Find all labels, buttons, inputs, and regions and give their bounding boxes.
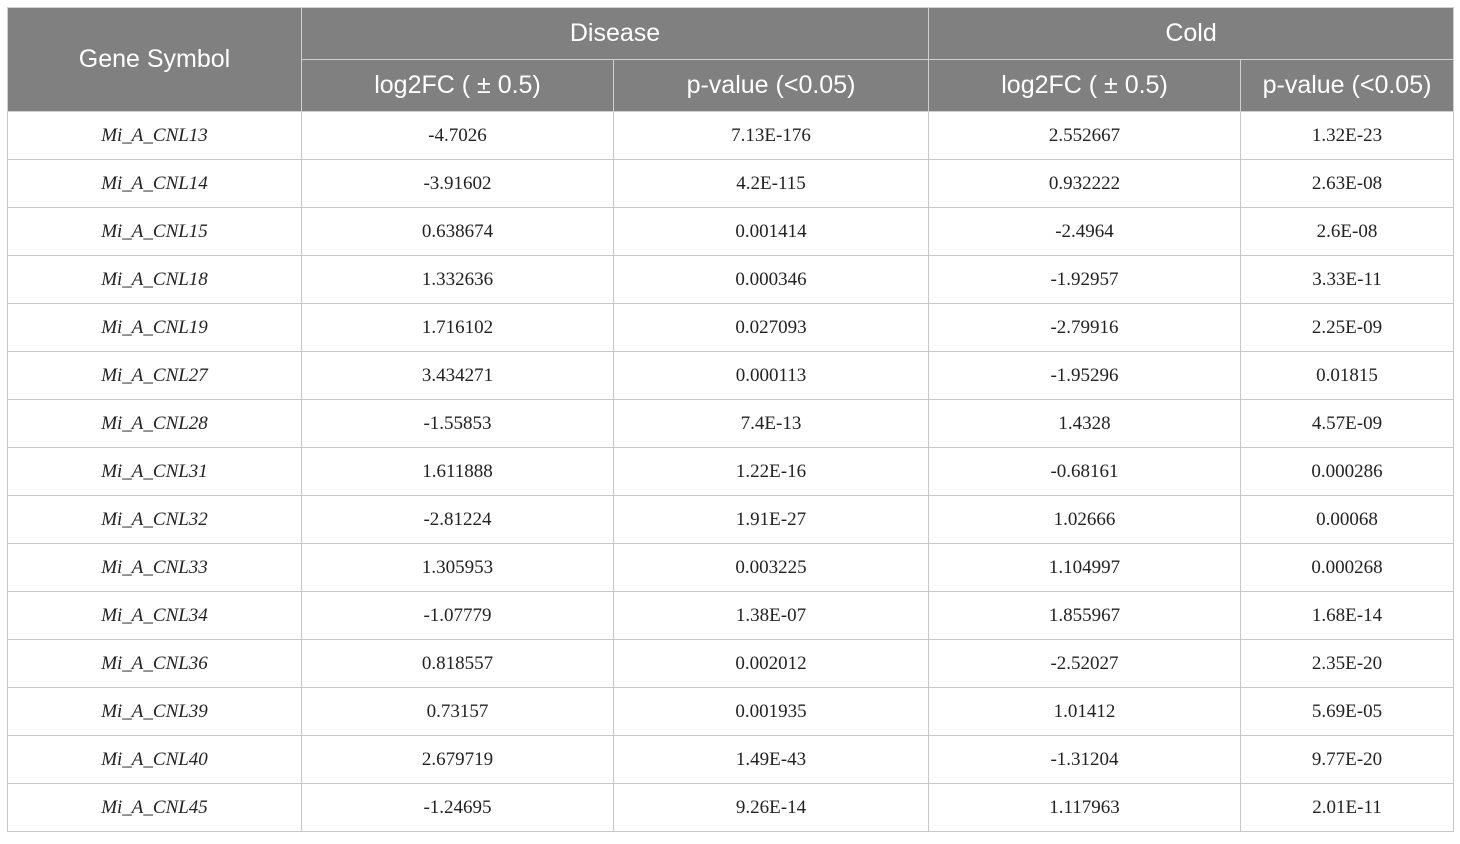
cell-disease-pvalue: 1.38E-07 <box>614 592 929 640</box>
cell-gene-symbol: Mi_A_CNL13 <box>8 112 302 160</box>
cell-disease-pvalue: 1.22E-16 <box>614 448 929 496</box>
table-row <box>8 496 1454 544</box>
cell-cold-log2fc: -1.31204 <box>929 736 1241 784</box>
cell-cold-log2fc: -2.52027 <box>929 640 1241 688</box>
cell-cold-log2fc: -1.95296 <box>929 352 1241 400</box>
header-disease-pvalue: p-value (<0.05) <box>614 60 929 112</box>
cell-disease-log2fc: 1.332636 <box>302 256 614 304</box>
table-row <box>8 736 1454 784</box>
cell-cold-pvalue: 2.6E-08 <box>1241 208 1454 256</box>
cell-cold-log2fc: -2.79916 <box>929 304 1241 352</box>
table-row <box>8 160 1454 208</box>
cell-disease-pvalue: 0.003225 <box>614 544 929 592</box>
cell-gene-symbol: Mi_A_CNL33 <box>8 544 302 592</box>
cell-gene-symbol: Mi_A_CNL45 <box>8 784 302 832</box>
cell-cold-log2fc: 2.552667 <box>929 112 1241 160</box>
cell-gene-symbol: Mi_A_CNL14 <box>8 160 302 208</box>
table-body <box>8 112 1454 832</box>
table-row <box>8 448 1454 496</box>
cell-cold-pvalue: 9.77E-20 <box>1241 736 1454 784</box>
cell-cold-pvalue: 0.00068 <box>1241 496 1454 544</box>
header-group-disease: Disease <box>302 8 929 60</box>
cell-cold-pvalue: 0.000286 <box>1241 448 1454 496</box>
cell-cold-log2fc: 1.104997 <box>929 544 1241 592</box>
cell-disease-log2fc: -2.81224 <box>302 496 614 544</box>
cell-disease-log2fc: 0.73157 <box>302 688 614 736</box>
table-row <box>8 208 1454 256</box>
cell-cold-log2fc: -2.4964 <box>929 208 1241 256</box>
cell-gene-symbol: Mi_A_CNL28 <box>8 400 302 448</box>
cell-gene-symbol: Mi_A_CNL27 <box>8 352 302 400</box>
table-row <box>8 112 1454 160</box>
cell-cold-log2fc: -0.68161 <box>929 448 1241 496</box>
cell-cold-pvalue: 1.32E-23 <box>1241 112 1454 160</box>
cell-cold-pvalue: 0.000268 <box>1241 544 1454 592</box>
cell-gene-symbol: Mi_A_CNL18 <box>8 256 302 304</box>
cell-disease-pvalue: 4.2E-115 <box>614 160 929 208</box>
cell-cold-pvalue: 2.63E-08 <box>1241 160 1454 208</box>
cell-gene-symbol: Mi_A_CNL36 <box>8 640 302 688</box>
header-group-cold: Cold <box>929 8 1454 60</box>
cell-disease-pvalue: 0.001414 <box>614 208 929 256</box>
header-cold-pvalue: p-value (<0.05) <box>1241 60 1454 112</box>
table-row <box>8 352 1454 400</box>
cell-disease-pvalue: 0.000113 <box>614 352 929 400</box>
cell-disease-pvalue: 1.49E-43 <box>614 736 929 784</box>
cell-disease-pvalue: 7.13E-176 <box>614 112 929 160</box>
header-cold-log2fc: log2FC ( ± 0.5) <box>929 60 1241 112</box>
cell-gene-symbol: Mi_A_CNL39 <box>8 688 302 736</box>
cell-disease-pvalue: 0.027093 <box>614 304 929 352</box>
cell-disease-log2fc: 1.716102 <box>302 304 614 352</box>
cell-disease-log2fc: 2.679719 <box>302 736 614 784</box>
cell-cold-pvalue: 1.68E-14 <box>1241 592 1454 640</box>
cell-disease-log2fc: 3.434271 <box>302 352 614 400</box>
header-gene-symbol: Gene Symbol <box>8 8 302 112</box>
table-row <box>8 544 1454 592</box>
table-row <box>8 400 1454 448</box>
cell-disease-log2fc: -4.7026 <box>302 112 614 160</box>
cell-disease-pvalue: 1.91E-27 <box>614 496 929 544</box>
cell-gene-symbol: Mi_A_CNL31 <box>8 448 302 496</box>
cell-cold-log2fc: 1.02666 <box>929 496 1241 544</box>
table-row <box>8 640 1454 688</box>
table-header <box>8 8 1454 112</box>
cell-cold-log2fc: -1.92957 <box>929 256 1241 304</box>
cell-disease-pvalue: 7.4E-13 <box>614 400 929 448</box>
cell-disease-pvalue: 0.002012 <box>614 640 929 688</box>
cell-disease-pvalue: 0.000346 <box>614 256 929 304</box>
cell-gene-symbol: Mi_A_CNL32 <box>8 496 302 544</box>
cell-cold-log2fc: 1.01412 <box>929 688 1241 736</box>
cell-disease-log2fc: -1.55853 <box>302 400 614 448</box>
expression-table <box>7 7 1454 832</box>
cell-cold-pvalue: 2.35E-20 <box>1241 640 1454 688</box>
cell-cold-pvalue: 3.33E-11 <box>1241 256 1454 304</box>
cell-disease-log2fc: 1.305953 <box>302 544 614 592</box>
cell-disease-pvalue: 0.001935 <box>614 688 929 736</box>
cell-disease-log2fc: -3.91602 <box>302 160 614 208</box>
table-row <box>8 304 1454 352</box>
cell-cold-pvalue: 2.01E-11 <box>1241 784 1454 832</box>
header-disease-log2fc: log2FC ( ± 0.5) <box>302 60 614 112</box>
cell-disease-log2fc: 0.818557 <box>302 640 614 688</box>
cell-cold-log2fc: 1.4328 <box>929 400 1241 448</box>
cell-cold-log2fc: 0.932222 <box>929 160 1241 208</box>
cell-cold-pvalue: 0.01815 <box>1241 352 1454 400</box>
cell-gene-symbol: Mi_A_CNL19 <box>8 304 302 352</box>
header-row-groups <box>8 8 1454 60</box>
cell-cold-log2fc: 1.117963 <box>929 784 1241 832</box>
expression-table-container <box>7 7 1453 832</box>
cell-disease-log2fc: -1.07779 <box>302 592 614 640</box>
cell-cold-pvalue: 2.25E-09 <box>1241 304 1454 352</box>
cell-disease-log2fc: -1.24695 <box>302 784 614 832</box>
cell-disease-log2fc: 0.638674 <box>302 208 614 256</box>
cell-disease-log2fc: 1.611888 <box>302 448 614 496</box>
table-row <box>8 688 1454 736</box>
cell-cold-log2fc: 1.855967 <box>929 592 1241 640</box>
cell-cold-pvalue: 4.57E-09 <box>1241 400 1454 448</box>
table-row <box>8 256 1454 304</box>
cell-disease-pvalue: 9.26E-14 <box>614 784 929 832</box>
cell-gene-symbol: Mi_A_CNL15 <box>8 208 302 256</box>
cell-gene-symbol: Mi_A_CNL34 <box>8 592 302 640</box>
table-row <box>8 592 1454 640</box>
cell-cold-pvalue: 5.69E-05 <box>1241 688 1454 736</box>
cell-gene-symbol: Mi_A_CNL40 <box>8 736 302 784</box>
table-row <box>8 784 1454 832</box>
